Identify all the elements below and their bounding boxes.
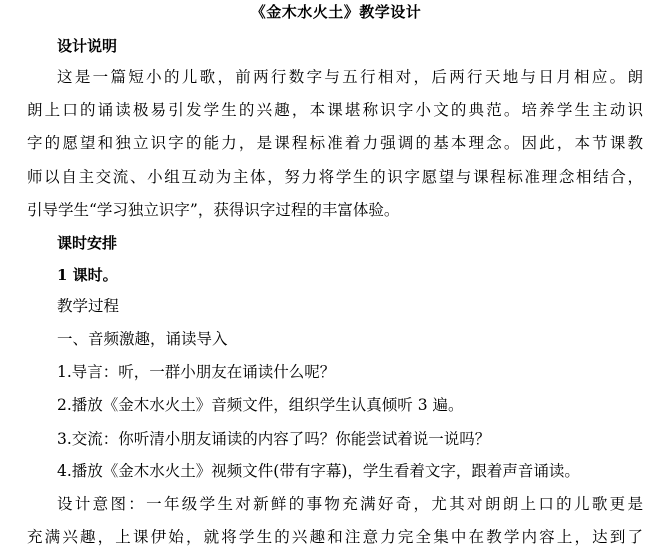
step-4: 4.播放《金木水火土》视频文件(带有字幕)，学生看着文字，跟着声音诵读。 — [57, 462, 580, 480]
step-2: 2.播放《金木水火土》音频文件，组织学生认真倾听 3 遍。 — [57, 396, 464, 414]
design-line-1: 这是一篇短小的儿歌，前两行数字与五行相对，后两行天地与日月相应。朗 — [57, 68, 643, 86]
document-title: 《金木水火土》教学设计 — [250, 3, 422, 21]
step-1: 1.导言：听，一群小朋友在诵读什么呢？ — [57, 363, 336, 381]
design-heading: 设计说明 — [57, 37, 118, 55]
intent-line-2: 充满兴趣，上课伊始，就将学生的兴趣和注意力完全集中在教学内容上，达到了 — [27, 528, 643, 546]
intent-line-1: 设计意图：一年级学生对新鲜的事物充满好奇，尤其对朗朗上口的儿歌更是 — [57, 495, 643, 513]
schedule-value: 1 课时。 — [57, 266, 118, 284]
step-3: 3.交流：你听清小朋友诵读的内容了吗？你能尝试着说一说吗？ — [57, 430, 491, 448]
process-heading: 教学过程 — [57, 297, 120, 315]
design-line-4: 师以自主交流、小组互动为主体，努力将学生的识字愿望与课程标准理念相结合， — [27, 168, 643, 186]
design-line-3: 字的愿望和独立识字的能力，是课程标准着力强调的基本理念。因此，本节课教 — [27, 134, 643, 152]
design-line-5: 引导学生“学习独立识字”，获得识字过程的丰富体验。 — [27, 201, 400, 219]
section-one-heading: 一、音频激趣，诵读导入 — [57, 330, 228, 348]
schedule-heading: 课时安排 — [57, 234, 118, 252]
design-line-2: 朗上口的诵读极易引发学生的兴趣，本课堪称识字小文的典范。培养学生主动识 — [27, 101, 643, 119]
